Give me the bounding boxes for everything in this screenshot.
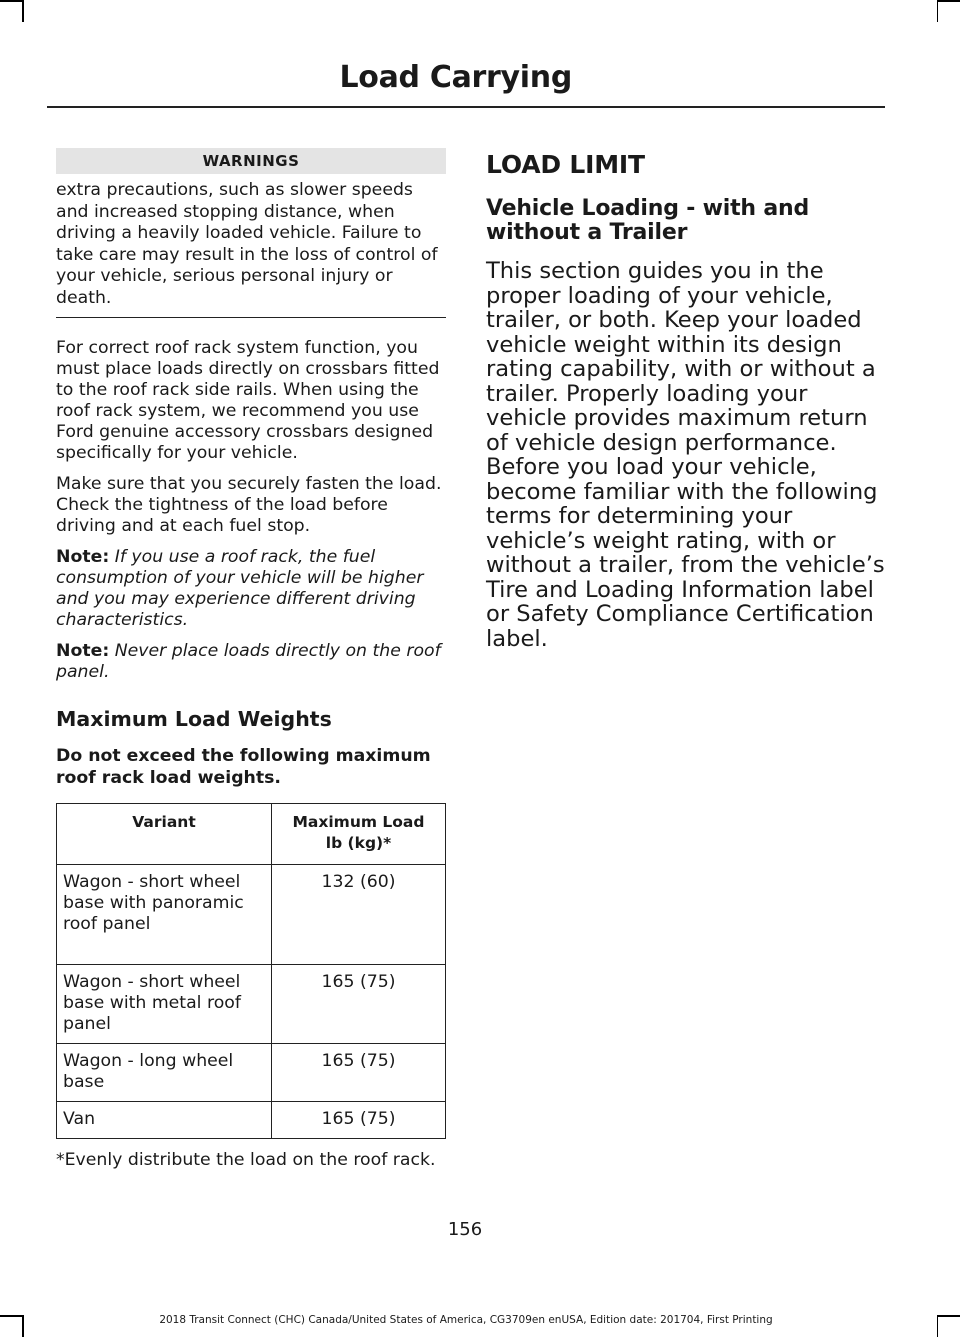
warnings-heading: WARNINGS	[56, 148, 446, 174]
roof-rack-paragraph: For correct roof rack system function, you must place loads directly on crossbars fitted to the roof rack side rails. When using the roof rack system, we recommend you use Ford genuine accessory crossbars designed specifically for your vehicle.	[56, 338, 440, 463]
crop-mark	[0, 0, 22, 2]
variant-cell: Wagon - short wheel base with panoramic roof panel	[57, 865, 272, 965]
right-column	[486, 148, 886, 651]
table-footnote: *Evenly distribute the load on the roof rack.	[56, 1150, 436, 1170]
note-label: Note:	[56, 641, 110, 661]
table-header-row	[57, 804, 446, 865]
header-divider	[47, 106, 885, 108]
variant-cell: Van	[57, 1102, 272, 1139]
variant-cell: Wagon - short wheel base with metal roof panel	[57, 965, 272, 1044]
max-load-weights-heading: Maximum Load Weights	[56, 707, 332, 731]
crop-mark	[938, 0, 960, 2]
page-number: 156	[447, 1219, 483, 1240]
load-cell: 165 (75)	[272, 1102, 446, 1139]
column-header-max-load: Maximum Load lb (kg)*	[272, 804, 446, 865]
fasten-load-paragraph: Make sure that you securely fasten the load. Check the tightness of the load before driving and at each fuel stop.	[56, 474, 442, 536]
load-limit-heading: LOAD LIMIT	[486, 150, 645, 179]
table-row	[57, 1044, 446, 1102]
table-row	[57, 865, 446, 965]
warnings-text: extra precautions, such as slower speeds and increased stopping distance, when driving a heavily loaded vehicle. Failure to take care may result in the loss of control of your vehicle, serious personal injury or death.	[56, 180, 446, 318]
load-cell: 165 (75)	[272, 965, 446, 1044]
note-fuel-consumption	[56, 547, 446, 631]
page-title: Load Carrying	[339, 60, 572, 95]
load-cell: 132 (60)	[272, 865, 446, 965]
crop-mark	[937, 0, 939, 22]
crop-mark	[22, 0, 24, 22]
note-text: Never place loads directly on the roof panel.	[56, 641, 441, 682]
max-load-instruction: Do not exceed the following maximum roof rack load weights.	[56, 746, 431, 788]
note-roof-panel	[56, 641, 446, 683]
column-header-variant: Variant	[57, 804, 272, 865]
load-cell: 165 (75)	[272, 1044, 446, 1102]
vehicle-loading-heading: Vehicle Loading - with and without a Trailer	[486, 196, 809, 245]
crop-mark	[937, 1315, 939, 1337]
vehicle-loading-paragraph: This section guides you in the proper loading of your vehicle, trailer, or both. Keep your loaded vehicle weight within its design rating capability, with or without a trailer. Properly loading your vehicle provides maximum return of vehicle design performance. Before you load your vehicle, become familiar with the following terms for determining your vehicle’s weight rating, with or without a trailer, from the vehicle’s Tire and Loading Information label or Safety Compliance Certification label.	[486, 258, 885, 652]
table-row	[57, 965, 446, 1044]
table-row	[57, 1102, 446, 1139]
left-column	[56, 148, 446, 1170]
footer-text: 2018 Transit Connect (CHC) Canada/United States of America, CG3709en enUSA, Edition date: 201704, First Printing	[159, 1314, 773, 1326]
load-weights-table	[56, 803, 446, 1139]
note-label: Note:	[56, 547, 110, 567]
variant-cell: Wagon - long wheel base	[57, 1044, 272, 1102]
note-text: If you use a roof rack, the fuel consumption of your vehicle will be higher and you may experience different driving characteristics.	[56, 547, 424, 630]
crop-mark	[938, 1315, 960, 1317]
